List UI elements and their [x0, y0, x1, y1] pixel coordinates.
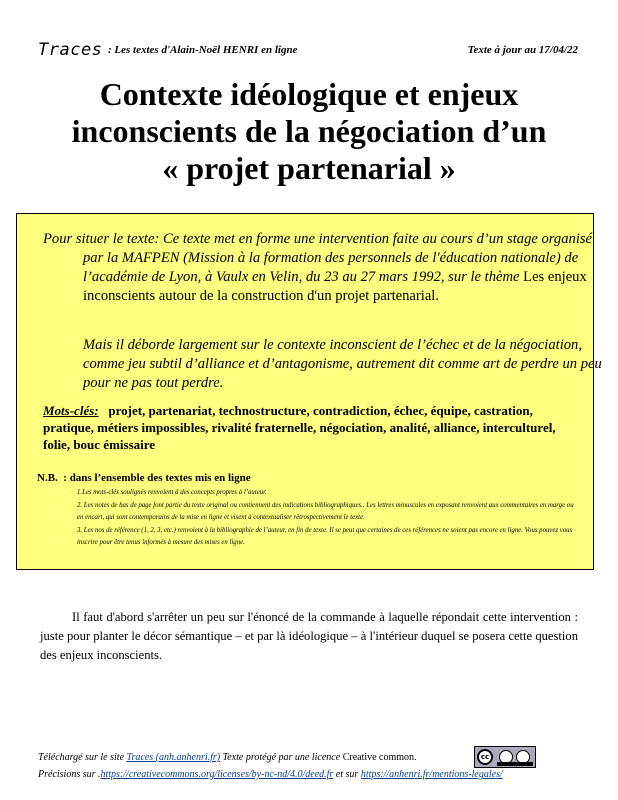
footer-prefix-2: Précisions sur . — [38, 769, 101, 780]
footer-license-text: Texte protégé par une licence — [222, 752, 341, 763]
context-paragraph — [43, 230, 611, 306]
nb-label: N.B. — [37, 472, 58, 484]
keywords-label: Mots-clés: — [43, 403, 99, 418]
header-subtitle: : Les textes d'Alain-Noël HENRI en ligne — [108, 44, 298, 56]
site-link[interactable]: Traces (anh.anhenri.fr) — [126, 752, 221, 763]
note-1: 1.Les mots-clés soulignés renvoient à des concepts propres à l’auteur. — [77, 489, 267, 496]
footer-prefix: Téléchargé sur le site — [38, 752, 125, 763]
page-title — [0, 76, 618, 187]
body-paragraph: Il faut d'abord s'arrêter un peu sur l'énoncé de la commande à laquelle répondait cette intervention : juste pour planter le décor sémantique – et par là idéologique – à l'intérieur duquel se posera cette question des enjeux inconscients. — [40, 610, 578, 662]
title-line-1: Contexte idéologique et enjeux — [99, 76, 519, 112]
nb-line — [37, 472, 251, 484]
title-line-3: « projet partenarial » — [162, 150, 456, 186]
note-3: 3. Les nos de référence (1, 2, 3, etc.) renvoient à la bibliographie de l’auteur, en fin de texte. Il se peut que certaines de ces références ne soient pas encore en ligne. Vous pouvez vous inscrire pour être tenus informés à mesure des mises en ligne. — [77, 526, 573, 546]
context-box — [16, 213, 602, 570]
title-line-2: inconscients de la négociation d’un — [71, 113, 547, 149]
brand-logo: Traces — [38, 40, 103, 60]
footer-license-name: Creative common. — [342, 752, 417, 763]
legal-link[interactable]: https://anhenri.fr/mentions-legales/ — [360, 769, 503, 780]
cc-badge-text: cc — [477, 749, 493, 765]
context-text-roman: Les enjeux inconscients autour de la construction d'un projet partenarial. — [83, 269, 587, 304]
footer-and: et sur — [333, 769, 361, 780]
license-link[interactable]: https://creativecommons.org/licenses/by-nc-nd/4.0/deed.fr — [100, 769, 334, 780]
notes-list — [77, 487, 577, 550]
footer-line-2 — [38, 769, 598, 780]
nb-text: : dans l’ensemble des textes mis en ligne — [63, 472, 251, 484]
context-text-italic: Pour situer le texte: Ce texte met en forme une intervention faite au cours d’un stage organisé par la MAFPEN (Mission à la formation des personnels de l'éducation nationale) de l’académie de Lyon, à Vaulx en Velin, du 23 au 27 mars 1992, sur le thème — [43, 231, 593, 285]
creative-commons-badge-icon[interactable] — [474, 746, 536, 768]
keywords-list: projet, partenariat, technostructure, contradiction, échec, équipe, castration, pratique, métiers impossibles, rivalité fraternelle, négociation, analité, alliance, interculturel, folie, bouc émissaire — [43, 403, 556, 452]
header-date: Texte à jour au 17/04/22 — [467, 44, 578, 56]
keywords — [43, 402, 571, 453]
badge-bar — [497, 762, 533, 766]
note-2: 2. Les notes de bas de page font partie du texte original ou contiennent des indications bibliographiques.. Les lettres minuscules en exposant renvoient aux commentaires en marge ou en encart, qui sont contemporains de la mise en ligne et visent à contextualiser rétrospectivement le texte. — [77, 501, 574, 521]
page-header — [38, 40, 578, 62]
overflow-paragraph: Mais il déborde largement sur le contexte inconscient de l’échec et de la négociation, comme jeu subtil d’alliance et d’antagonisme, autrement dit comme art de perdre un peu pour ne pas tout perdre. — [83, 337, 602, 391]
